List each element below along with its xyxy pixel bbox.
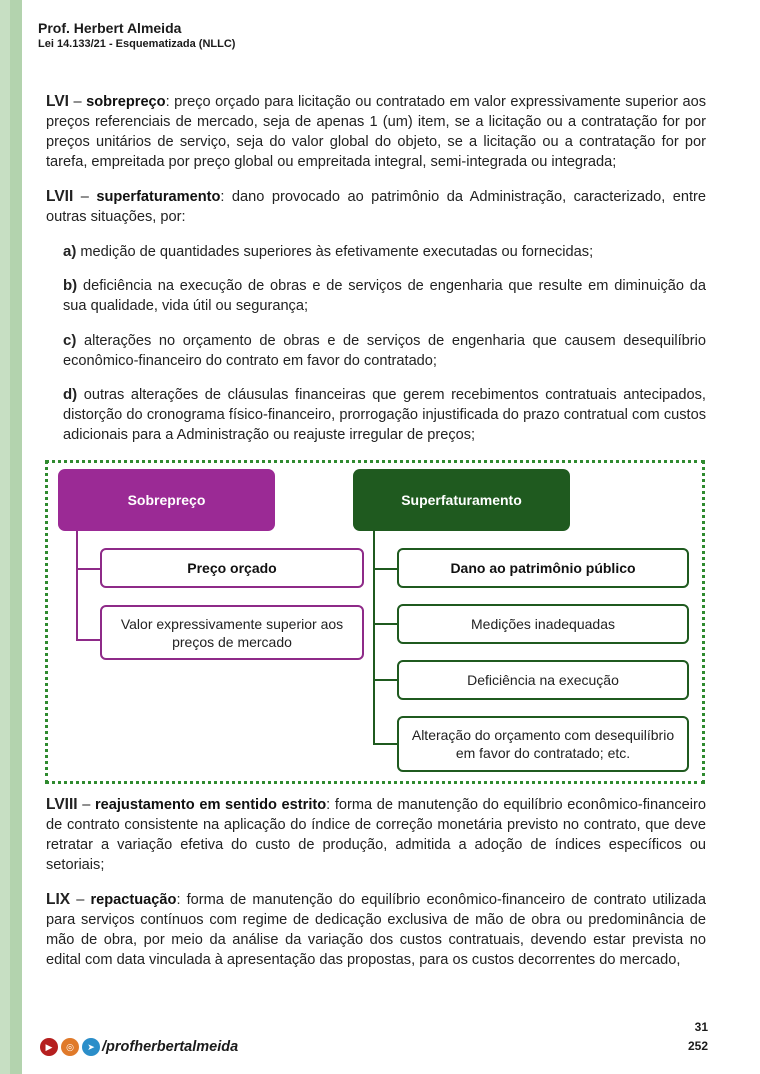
- page-total: 252: [687, 1039, 708, 1053]
- superfaturamento-child-box: [397, 716, 689, 772]
- numeral: LVI: [46, 93, 69, 110]
- child-label: Deficiência na execução: [467, 672, 619, 688]
- superfaturamento-header-box: [353, 469, 570, 531]
- sobrepreco-title: Sobrepreço: [127, 492, 206, 508]
- comparison-diagram: [45, 460, 705, 784]
- superfaturamento-title: Superfaturamento: [401, 492, 522, 508]
- term: repactuação: [90, 892, 177, 908]
- instagram-icon[interactable]: ◎: [61, 1038, 79, 1056]
- list-item-b: [63, 276, 706, 316]
- child-label: Preço orçado: [187, 560, 277, 576]
- definition-text: : preço orçado para licitação ou contratado em valor expressivamente superior aos preços referenciais de mercado, seja de apenas 1 (um) item, se a licitação ou a contratação for por preços unitários de serviço, seja do valor global do objeto, se a licitação ou a contratação for por tarefa, empreitada por preço global ou empreitada integral, semi-integrada ou integrada;: [46, 94, 706, 170]
- connector-line: [373, 743, 397, 745]
- child-label: Medições inadequadas: [471, 616, 615, 632]
- header-author: Prof. Herbert Almeida: [38, 20, 182, 36]
- page-header: [38, 20, 235, 52]
- child-label: Alteração do orçamento com desequilíbrio em favor do contratado; etc.: [411, 727, 675, 761]
- numeral: LVII: [46, 188, 74, 205]
- telegram-icon[interactable]: ➤: [82, 1038, 100, 1056]
- sobrepreco-header-box: [58, 469, 275, 531]
- item-letter: a): [63, 243, 77, 260]
- sobrepreco-child-box: [100, 605, 364, 660]
- connector-line: [373, 623, 397, 625]
- item-text: deficiência na execução de obras e de serviços de engenharia que resulte em diminuição da sua qualidade, vida útil ou segurança;: [63, 278, 706, 314]
- dash: –: [70, 892, 91, 908]
- item-text: outras alterações de cláusulas financeiras que gerem recebimentos contratuais antecipados, distorção do cronograma físico-financeiro, prorrogação injustificada do prazo contratual com custos adicionais para a Administração ou reajuste irregular de preços;: [63, 387, 706, 443]
- superfaturamento-child-box: [397, 660, 689, 700]
- connector-line: [76, 568, 100, 570]
- list-item-d: [63, 385, 706, 445]
- connector-line: [373, 568, 397, 570]
- page-number: 31: [694, 1020, 708, 1034]
- child-label: Valor expressivamente superior aos preços de mercado: [120, 615, 344, 650]
- item-letter: c): [63, 332, 77, 349]
- dash: –: [77, 797, 95, 813]
- list-item-c: [63, 331, 706, 371]
- child-label: Dano ao patrimônio público: [450, 560, 636, 576]
- sobrepreco-child-box: [100, 548, 364, 588]
- item-letter: b): [63, 277, 78, 294]
- definition-text: : forma de manutenção do equilíbrio econômico-financeiro de contrato consistente na aplicação do índice de correção monetária previsto no contrato, que deve retratar a variação efetiva do custo de produção, admitida a adoção de índices específicos ou setoriais;: [46, 797, 706, 873]
- term: reajustamento em sentido estrito: [94, 797, 327, 813]
- numeral: LVIII: [46, 796, 78, 813]
- numeral: LIX: [46, 891, 71, 908]
- social-handle[interactable]: /profherbertalmeida: [102, 1039, 239, 1055]
- term: sobrepreço: [86, 94, 166, 110]
- superfaturamento-child-box: [397, 604, 689, 644]
- item-letter: d): [63, 386, 78, 403]
- superfaturamento-child-box: [397, 548, 689, 588]
- definition-text: : forma de manutenção do equilíbrio econômico-financeiro de contrato utilizada para serviços contínuos com regime de dedicação exclusiva de mão de obra ou predominância de mão de obra, por meio da análise da variação dos custos contratuais, devendo estar prevista no edital com data vinculada à apresentação das propostas, para os custos decorrentes do mercado,: [46, 892, 706, 968]
- youtube-icon[interactable]: ▶: [40, 1038, 58, 1056]
- header-subtitle: Lei 14.133/21 - Esquematizada (NLLC): [38, 38, 236, 50]
- social-icons: [40, 1038, 100, 1056]
- dash: –: [73, 189, 97, 205]
- definition-text: : dano provocado ao patrimônio da Administração, caracterizado, entre outras situações, por:: [46, 189, 706, 225]
- dash: –: [68, 94, 87, 110]
- paragraph-lviii: [46, 795, 706, 875]
- connector-line: [373, 531, 375, 745]
- connector-line: [373, 679, 397, 681]
- connector-line: [76, 531, 78, 640]
- item-text: medição de quantidades superiores às efetivamente executadas ou fornecidas;: [76, 244, 594, 260]
- connector-line: [76, 639, 100, 641]
- paragraph-lvii: [46, 187, 706, 227]
- list-item-a: [63, 242, 706, 262]
- paragraph-lvi: [46, 92, 706, 172]
- term: superfaturamento: [96, 189, 221, 205]
- paragraph-lix: [46, 890, 706, 970]
- item-text: alterações no orçamento de obras e de serviços de engenharia que causem desequilíbrio econômico-financeiro do contrato em favor do contratado;: [63, 333, 706, 369]
- page-side-bar-accent: [10, 0, 22, 1074]
